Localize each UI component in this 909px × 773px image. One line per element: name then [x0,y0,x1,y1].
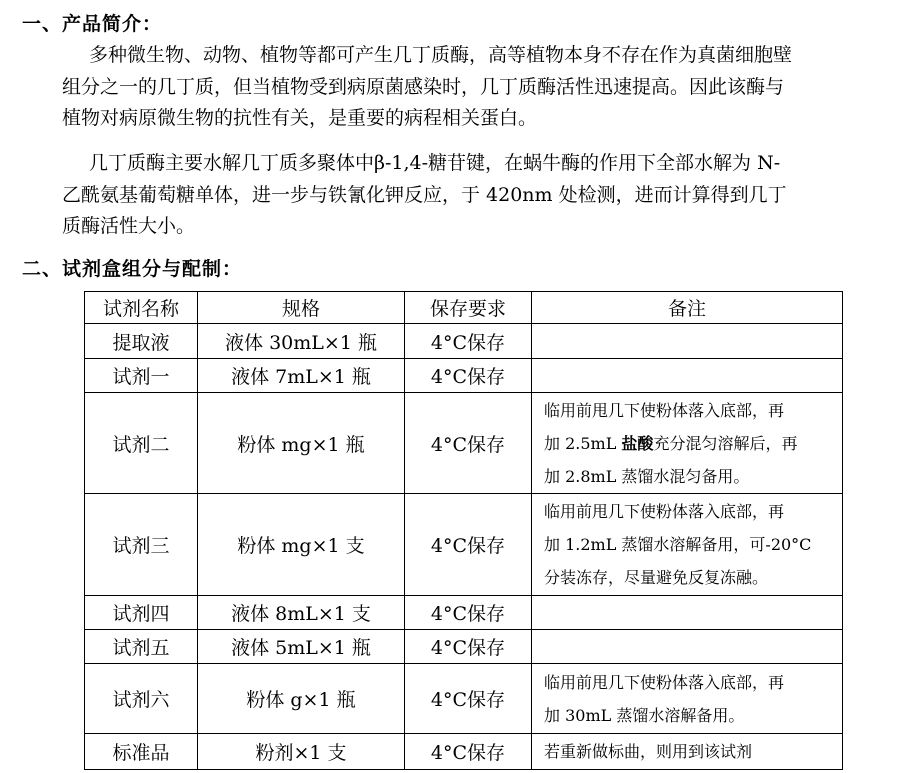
reagent-storage: 4°C保存 [405,494,532,596]
product-intro-paragraph-1 [62,40,907,135]
header-spec: 规格 [198,292,405,324]
reagent-note [532,359,843,393]
reagent-name: 试剂四 [85,596,198,630]
reagent-note [532,494,843,596]
table-row [85,630,843,664]
reagent-name: 试剂五 [85,630,198,664]
table-row [85,324,843,359]
note-line: 临用前甩几下使粉体落入底部，再 [544,672,785,692]
kit-components-table [84,291,843,770]
reagent-name: 标准品 [85,734,198,770]
reagent-note [532,734,843,770]
reagent-spec: 液体 5mL×1 瓶 [198,630,405,664]
note-line: 临用前甩几下使粉体落入底部，再 [544,502,785,521]
header-note: 备注 [532,292,843,324]
table-row [85,664,843,734]
section1-heading: 一、产品简介： [22,13,163,35]
reagent-storage: 4°C保存 [405,393,532,494]
reagent-spec: 液体 7mL×1 瓶 [198,359,405,393]
table-row [85,596,843,630]
reagent-spec: 液体 30mL×1 瓶 [198,324,405,359]
reagent-name: 试剂六 [85,664,198,734]
reagent-storage: 4°C保存 [405,359,532,393]
text-line: 乙酰氨基葡萄糖单体，进一步与铁氰化钾反应，于 420nm 处检测，进而计算得到几丁 [62,183,787,206]
note-line: 加 2.8mL 蒸馏水混匀备用。 [544,466,750,486]
reagent-storage: 4°C保存 [405,324,532,359]
header-storage: 保存要求 [405,292,532,324]
text-line: 植物对病原微生物的抗性有关，是重要的病程相关蛋白。 [62,107,538,129]
note-line [544,427,842,460]
table-header-row [85,292,843,324]
table-row [85,734,843,770]
table-row [85,359,843,393]
reagent-note [532,324,843,359]
reagent-note [532,596,843,630]
note-text: 加 2.5mL [544,433,622,453]
table-row [85,393,843,494]
reagent-note [532,664,843,734]
reagent-spec: 液体 8mL×1 支 [198,596,405,630]
reagent-storage: 4°C保存 [405,630,532,664]
reagent-storage: 4°C保存 [405,734,532,770]
reagent-name: 试剂一 [85,359,198,393]
reagent-storage: 4°C保存 [405,596,532,630]
reagent-spec: 粉剂×1 支 [198,734,405,770]
reagent-name: 试剂二 [85,393,198,494]
text-line: 几丁质酶主要水解几丁质多聚体中β-1,4-糖苷键，在蜗牛酶的作用下全部水解为 N- [89,152,781,174]
reagent-spec: 粉体 mg×1 支 [198,494,405,596]
section2-heading: 二、试剂盒组分与配制： [22,258,243,280]
note-line: 若重新做标曲，则用到该试剂 [544,742,753,761]
note-bold-text: 盐酸 [621,433,654,453]
note-text: 充分混匀溶解后，再 [653,433,798,453]
product-intro-paragraph-2 [62,148,907,243]
text-line: 组分之一的几丁质，但当植物受到病原菌感染时，几丁质酶活性迅速提高。因此该酶与 [62,75,785,98]
note-line: 临用前甩几下使粉体落入底部，再 [544,400,785,420]
reagent-name: 提取液 [85,324,198,359]
note-line: 加 1.2mL 蒸馏水溶解备用，可-20°C [544,535,812,554]
reagent-storage: 4°C保存 [405,664,532,734]
text-line: 多种微生物、动物、植物等都可产生几丁质酶，高等植物本身不存在作为真菌细胞壁 [89,44,793,66]
note-line: 分装冻存，尽量避免反复冻融。 [544,568,769,587]
reagent-spec: 粉体 g×1 瓶 [198,664,405,734]
text-line: 质酶活性大小。 [62,215,196,237]
reagent-spec: 粉体 mg×1 瓶 [198,393,405,494]
note-line: 加 30mL 蒸馏水溶解备用。 [544,705,745,725]
reagent-note [532,393,843,494]
header-name: 试剂名称 [85,292,198,324]
reagent-note [532,630,843,664]
reagent-name: 试剂三 [85,494,198,596]
table-row [85,494,843,596]
